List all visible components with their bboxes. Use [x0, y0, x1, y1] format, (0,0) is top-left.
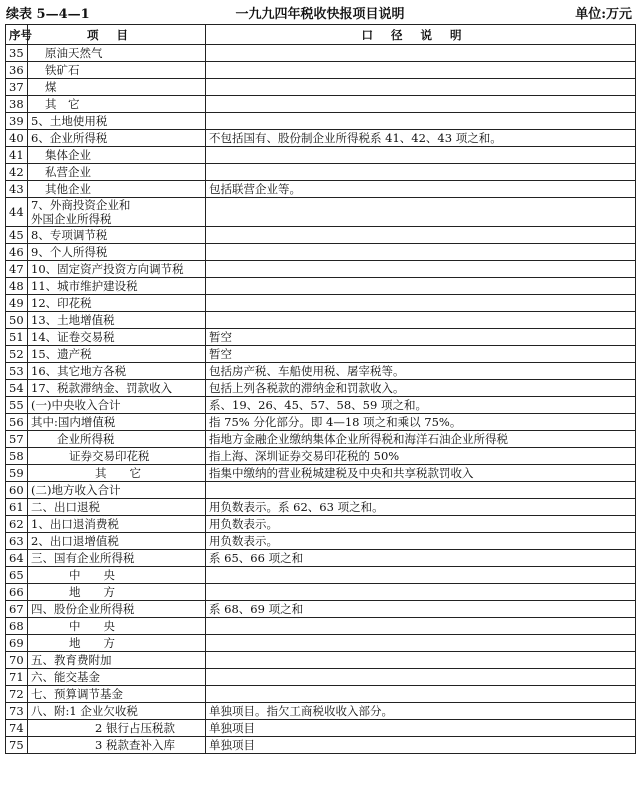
row-number: 75	[6, 737, 28, 754]
row-description	[206, 567, 636, 584]
row-item	[28, 329, 206, 346]
table-header-row	[6, 25, 636, 45]
row-item-label: 其 它	[45, 97, 80, 111]
row-item-label: 七、预算调节基金	[31, 687, 123, 701]
table-row	[6, 113, 636, 130]
row-item-label: 铁矿石	[45, 63, 80, 77]
row-description	[206, 227, 636, 244]
row-number: 59	[6, 465, 28, 482]
row-item	[28, 720, 206, 737]
column-header-item: 项目	[28, 25, 206, 45]
row-item-label: 证券交易印花税	[69, 449, 150, 463]
row-item	[28, 618, 206, 635]
row-number: 58	[6, 448, 28, 465]
row-item	[28, 147, 206, 164]
row-description: 不包括国有、股份制企业所得税系 41、42、43 项之和。	[206, 130, 636, 147]
row-item	[28, 244, 206, 261]
row-item	[28, 533, 206, 550]
row-item	[28, 295, 206, 312]
row-description: 单独项目。指欠工商税收收入部分。	[206, 703, 636, 720]
row-number: 51	[6, 329, 28, 346]
row-description: 系 68、69 项之和	[206, 601, 636, 618]
row-number: 62	[6, 516, 28, 533]
row-description	[206, 113, 636, 130]
table-row	[6, 244, 636, 261]
row-description	[206, 669, 636, 686]
row-item	[28, 96, 206, 113]
row-item-label: 2 银行占压税款	[95, 721, 175, 735]
row-description: 指地方金融企业缴纳集体企业所得税和海洋石油企业所得税	[206, 431, 636, 448]
row-description: 包括上列各税款的滞纳金和罚款收入。	[206, 380, 636, 397]
row-number: 65	[6, 567, 28, 584]
row-description	[206, 584, 636, 601]
row-description	[206, 618, 636, 635]
row-item	[28, 482, 206, 499]
table-row	[6, 414, 636, 431]
row-item-label: 13、土地增值税	[31, 313, 115, 327]
table-row	[6, 465, 636, 482]
row-description: 单独项目	[206, 737, 636, 754]
row-item-label: 10、固定资产投资方向调节税	[31, 262, 184, 276]
row-item-label: (二)地方收入合计	[31, 483, 121, 497]
row-item	[28, 363, 206, 380]
row-item-label: 私营企业	[45, 165, 91, 179]
table-row	[6, 703, 636, 720]
row-description	[206, 652, 636, 669]
row-description: 包括房产税、车船使用税、屠宰税等。	[206, 363, 636, 380]
row-item	[28, 737, 206, 754]
row-description	[206, 198, 636, 227]
row-item-label: 五、教育费附加	[31, 653, 112, 667]
row-number: 46	[6, 244, 28, 261]
row-item	[28, 380, 206, 397]
row-item	[28, 414, 206, 431]
row-item	[28, 164, 206, 181]
row-item-label: 1、出口退消费税	[31, 517, 119, 531]
row-description	[206, 278, 636, 295]
row-description: 系 65、66 项之和	[206, 550, 636, 567]
row-item-label: 中 央	[69, 619, 115, 633]
row-item	[28, 635, 206, 652]
table-row	[6, 181, 636, 198]
row-number: 37	[6, 79, 28, 96]
table-row	[6, 550, 636, 567]
table-row	[6, 601, 636, 618]
row-item-label: 中 央	[69, 568, 115, 582]
row-item	[28, 703, 206, 720]
row-number: 70	[6, 652, 28, 669]
row-item-label: 六、能交基金	[31, 670, 100, 684]
row-item	[28, 113, 206, 130]
row-number: 39	[6, 113, 28, 130]
row-number: 35	[6, 45, 28, 62]
row-number: 69	[6, 635, 28, 652]
row-item	[28, 686, 206, 703]
table-row	[6, 686, 636, 703]
unit-label: 单位:万元	[575, 7, 632, 22]
row-number: 47	[6, 261, 28, 278]
table-row	[6, 669, 636, 686]
row-number: 56	[6, 414, 28, 431]
table-row	[6, 147, 636, 164]
table-row	[6, 567, 636, 584]
table-row	[6, 737, 636, 754]
row-item-label: 7、外商投资企业和 外国企业所得税	[31, 198, 131, 226]
row-description	[206, 147, 636, 164]
table-row	[6, 346, 636, 363]
row-item	[28, 448, 206, 465]
table-row	[6, 164, 636, 181]
row-item-label: (一)中央收入合计	[31, 398, 121, 412]
table-row	[6, 652, 636, 669]
row-item-label: 12、印花税	[31, 296, 92, 310]
row-item	[28, 567, 206, 584]
row-number: 68	[6, 618, 28, 635]
row-description: 指 75% 分化部分。即 4—18 项之和乘以 75%。	[206, 414, 636, 431]
row-item-label: 8、专项调节税	[31, 228, 108, 242]
table-row	[6, 261, 636, 278]
table-row	[6, 397, 636, 414]
row-item-label: 地 方	[69, 585, 115, 599]
table-row	[6, 62, 636, 79]
table-row	[6, 448, 636, 465]
row-item-label: 其中:国内增值税	[31, 415, 116, 429]
row-number: 38	[6, 96, 28, 113]
row-description	[206, 96, 636, 113]
row-description	[206, 79, 636, 96]
row-number: 43	[6, 181, 28, 198]
table-row	[6, 533, 636, 550]
table-row	[6, 96, 636, 113]
row-item-label: 地 方	[69, 636, 115, 650]
row-item	[28, 669, 206, 686]
row-description	[206, 686, 636, 703]
row-description: 用负数表示。	[206, 533, 636, 550]
row-number: 64	[6, 550, 28, 567]
row-description: 用负数表示。系 62、63 项之和。	[206, 499, 636, 516]
row-item	[28, 601, 206, 618]
row-number: 60	[6, 482, 28, 499]
table-row	[6, 295, 636, 312]
table-row	[6, 130, 636, 147]
row-item-label: 二、出口退税	[31, 500, 100, 514]
row-number: 41	[6, 147, 28, 164]
table-row	[6, 431, 636, 448]
row-item-label: 其 它	[95, 466, 141, 480]
table-row	[6, 227, 636, 244]
row-item	[28, 346, 206, 363]
row-item	[28, 278, 206, 295]
row-description: 单独项目	[206, 720, 636, 737]
row-item	[28, 45, 206, 62]
row-description	[206, 62, 636, 79]
report-header	[0, 0, 640, 24]
row-number: 71	[6, 669, 28, 686]
row-description: 用负数表示。	[206, 516, 636, 533]
row-number: 55	[6, 397, 28, 414]
table-number: 续表 5—4—1	[6, 7, 90, 22]
row-item-label: 煤	[45, 80, 57, 94]
row-description	[206, 635, 636, 652]
row-item-label: 集体企业	[45, 148, 91, 162]
row-item-label: 其他企业	[45, 182, 91, 196]
row-item-label: 四、股份企业所得税	[31, 602, 135, 616]
tax-items-table	[5, 24, 636, 754]
column-header-no: 序号	[6, 25, 28, 45]
row-item	[28, 130, 206, 147]
row-number: 57	[6, 431, 28, 448]
row-description: 指集中缴纳的营业税城建税及中央和共享税款罚收入	[206, 465, 636, 482]
table-row	[6, 198, 636, 227]
row-item	[28, 584, 206, 601]
row-item	[28, 397, 206, 414]
table-row	[6, 79, 636, 96]
row-description: 暂空	[206, 346, 636, 363]
row-item	[28, 465, 206, 482]
row-item	[28, 198, 206, 227]
row-number: 45	[6, 227, 28, 244]
row-item	[28, 181, 206, 198]
row-number: 53	[6, 363, 28, 380]
table-row	[6, 499, 636, 516]
page-title: 一九九四年税收快报项目说明	[235, 7, 405, 22]
table-row	[6, 363, 636, 380]
row-item-label: 3 税款查补入库	[95, 738, 175, 752]
row-description: 指上海、深圳证券交易印花税的 50%	[206, 448, 636, 465]
row-number: 67	[6, 601, 28, 618]
row-number: 72	[6, 686, 28, 703]
row-item-label: 企业所得税	[57, 432, 115, 446]
row-description	[206, 164, 636, 181]
table-row	[6, 312, 636, 329]
table-row	[6, 720, 636, 737]
table-row	[6, 380, 636, 397]
row-description	[206, 482, 636, 499]
column-header-desc: 口径说明	[206, 25, 636, 45]
row-description	[206, 312, 636, 329]
row-item-label: 11、城市维护建设税	[31, 279, 138, 293]
row-description: 暂空	[206, 329, 636, 346]
row-item-label: 八、附:1 企业欠收税	[31, 704, 138, 718]
row-number: 54	[6, 380, 28, 397]
row-description	[206, 261, 636, 278]
row-number: 40	[6, 130, 28, 147]
row-number: 73	[6, 703, 28, 720]
row-item	[28, 550, 206, 567]
row-description	[206, 244, 636, 261]
row-number: 61	[6, 499, 28, 516]
table-row	[6, 584, 636, 601]
table-row	[6, 618, 636, 635]
row-description	[206, 295, 636, 312]
row-number: 48	[6, 278, 28, 295]
row-item-label: 16、其它地方各税	[31, 364, 127, 378]
row-item	[28, 499, 206, 516]
row-item	[28, 516, 206, 533]
table-row	[6, 45, 636, 62]
row-item	[28, 79, 206, 96]
row-description: 系、19、26、45、57、58、59 项之和。	[206, 397, 636, 414]
table-row	[6, 482, 636, 499]
table-body	[6, 45, 636, 754]
table-row	[6, 278, 636, 295]
row-number: 52	[6, 346, 28, 363]
row-number: 50	[6, 312, 28, 329]
row-number: 42	[6, 164, 28, 181]
table-row	[6, 516, 636, 533]
row-number: 63	[6, 533, 28, 550]
row-item	[28, 62, 206, 79]
row-item-label: 2、出口退增值税	[31, 534, 119, 548]
row-number: 36	[6, 62, 28, 79]
row-item-label: 9、个人所得税	[31, 245, 108, 259]
row-item	[28, 652, 206, 669]
row-item	[28, 312, 206, 329]
table-row	[6, 635, 636, 652]
row-item-label: 14、证卷交易税	[31, 330, 115, 344]
row-item-label: 6、企业所得税	[31, 131, 108, 145]
row-item-label: 5、土地使用税	[31, 114, 108, 128]
row-number: 66	[6, 584, 28, 601]
row-item-label: 原油天然气	[45, 46, 103, 60]
row-number: 44	[6, 198, 28, 227]
row-description	[206, 45, 636, 62]
row-description: 包括联营企业等。	[206, 181, 636, 198]
row-item	[28, 227, 206, 244]
row-item	[28, 261, 206, 278]
row-item	[28, 431, 206, 448]
row-item-label: 17、税款滞纳金、罚款收入	[31, 381, 173, 395]
row-number: 74	[6, 720, 28, 737]
row-number: 49	[6, 295, 28, 312]
table-row	[6, 329, 636, 346]
row-item-label: 15、遗产税	[31, 347, 92, 361]
row-item-label: 三、国有企业所得税	[31, 551, 135, 565]
